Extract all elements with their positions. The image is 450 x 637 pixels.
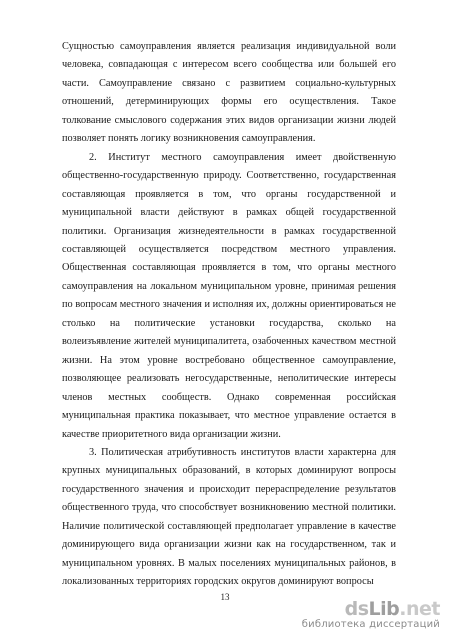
document-body: [62, 38, 396, 592]
dslib-logo: [302, 599, 440, 619]
paragraph-1: Сущностью самоуправления является реализация индивидуальной воли человека, совпадающая с интересом всего сообщества или большей его части. Самоуправление связано с развитием социально-культурных отношений, детерминирующих формы его осуществления. Такое толкование смыслового содержания этих видов организации жизни людей позволяет понять логику возникновения самоуправления.: [62, 41, 396, 145]
paragraph-2: 2. Институт местного самоуправления имеет двойственную общественно-государственную природу. Соответственно, государственная составляющая проявляется в том, что органы государственной и муниципальной власти действуют в рамках общей государственной политики. Организация жизнедеятельности в рамках государственной составляющей осуществляется посредством местного управления. Общественная составляющая проявляется в том, что органы местного самоуправления на локальном муниципальном уровне, принимая решения по вопросам местного значения и исполняя их, должны ориентироваться не столько на политические установки государства, сколько на волеизъявление жителей муниципалитета, озабоченных качеством местной жизни. На этом уровне востребовано общественное самоуправление, позволяющее реализовать негосударственные, неполитические интересы членов местных сообществ. Однако современная российская муниципальная практика показывает, что местное управление остается в качестве приоритетного вида организации жизни.: [62, 151, 396, 440]
page-number: 13: [220, 592, 230, 602]
watermark-subtitle: библиотека диссертаций: [301, 619, 440, 630]
paragraph-3: 3. Политическая атрибутивность институтов власти характерна для крупных муниципальных образований, в которых доминируют вопросы государственного значения и происходит перераспределение результатов общественного труда, что способствует возникновению местной политики. Наличие политической составляющей предполагает управление в качестве доминирующего вида организации жизни как на государственном, так и муниципальном уровнях. В малых поселениях муниципальных районов, в локализованных территориях городских округов доминируют вопросы: [62, 446, 396, 588]
logo-part-net: .net: [399, 598, 440, 620]
logo-part-lib: Lib: [368, 598, 400, 620]
logo-part-ds: ds: [344, 598, 369, 620]
dslib-watermark: [302, 599, 440, 631]
